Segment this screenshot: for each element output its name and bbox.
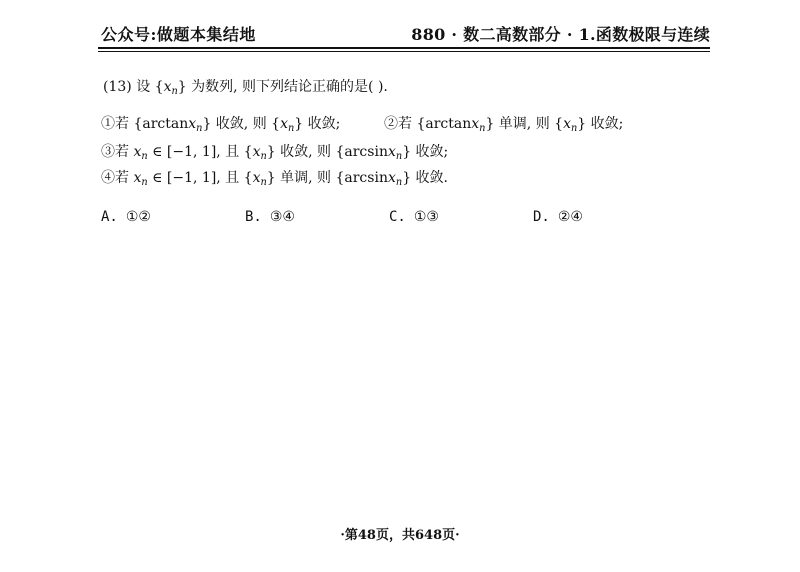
- statement-text: } 单调, 则 {: [485, 116, 564, 132]
- choice-d: [533, 209, 583, 225]
- choice-text: ①③: [413, 209, 439, 225]
- choice-c: [389, 209, 439, 225]
- var-x: x: [252, 170, 261, 186]
- statement-text: } 收敛.: [402, 170, 448, 186]
- var-x: x: [188, 116, 197, 132]
- statement-4: [101, 167, 448, 188]
- statement-text: 若: [115, 170, 134, 186]
- statement-text: } 收敛;: [402, 144, 449, 160]
- statement-text: } 收敛;: [577, 116, 624, 132]
- var-x: x: [387, 144, 396, 160]
- choice-text: ①②: [125, 209, 151, 225]
- statement-mark: ③: [101, 144, 115, 160]
- header-source: 公众号:做题本集结地: [101, 25, 256, 44]
- var-n: n: [260, 177, 267, 188]
- var-n: n: [141, 151, 148, 162]
- choice-label: B.: [245, 209, 262, 225]
- var-n: n: [287, 123, 295, 134]
- var-x: x: [163, 79, 172, 95]
- statement-text: ∈ [−1, 1], 且 {: [147, 170, 253, 186]
- statement-mark: ②: [384, 116, 398, 132]
- header-rule: [98, 47, 710, 49]
- stem-text-pre: 设 {: [136, 79, 164, 95]
- var-x: x: [563, 116, 571, 132]
- var-n: n: [395, 151, 403, 162]
- statement-text: 若: [115, 144, 134, 160]
- var-x: x: [252, 144, 261, 160]
- var-n: n: [479, 123, 486, 134]
- statement-2: [384, 113, 623, 134]
- statement-text: 若 {arctan: [115, 116, 189, 132]
- stem-text-post: } 为数列, 则下列结论正确的是( ).: [177, 79, 388, 95]
- choice-label: C.: [389, 209, 406, 225]
- header-section: 880 · 数二高数部分 · 1.函数极限与连续: [411, 25, 710, 44]
- statement-mark: ①: [101, 116, 115, 132]
- var-n: n: [171, 86, 178, 97]
- var-x: x: [133, 170, 142, 186]
- question-stem: [103, 76, 388, 97]
- statement-text: } 收敛, 则 {: [202, 116, 281, 132]
- choice-label: D.: [533, 209, 550, 225]
- statement-mark: ④: [101, 170, 115, 186]
- var-n: n: [196, 123, 203, 134]
- choice-label: A.: [101, 209, 118, 225]
- var-n: n: [395, 177, 403, 188]
- header-rule-thin: [98, 51, 710, 52]
- statement-text: 若 {arctan: [398, 116, 472, 132]
- var-x: x: [133, 144, 142, 160]
- statement-text: } 单调, 则 {arcsin: [266, 170, 388, 186]
- choice-a: [101, 209, 151, 225]
- choice-text: ③④: [269, 209, 295, 225]
- statement-3: [101, 141, 448, 162]
- choice-b: [245, 209, 295, 225]
- question-number: (13): [103, 79, 132, 95]
- var-n: n: [570, 123, 578, 134]
- page-footer: ·第48页，共648页·: [340, 528, 460, 543]
- choice-text: ②④: [557, 209, 583, 225]
- var-x: x: [471, 116, 480, 132]
- statement-text: } 收敛;: [294, 116, 341, 132]
- statement-text: ∈ [−1, 1], 且 {: [147, 144, 253, 160]
- var-x: x: [280, 116, 288, 132]
- var-n: n: [260, 151, 267, 162]
- statement-1: [101, 113, 340, 134]
- statement-text: } 收敛, 则 {arcsin: [266, 144, 388, 160]
- var-n: n: [141, 177, 148, 188]
- var-x: x: [387, 170, 396, 186]
